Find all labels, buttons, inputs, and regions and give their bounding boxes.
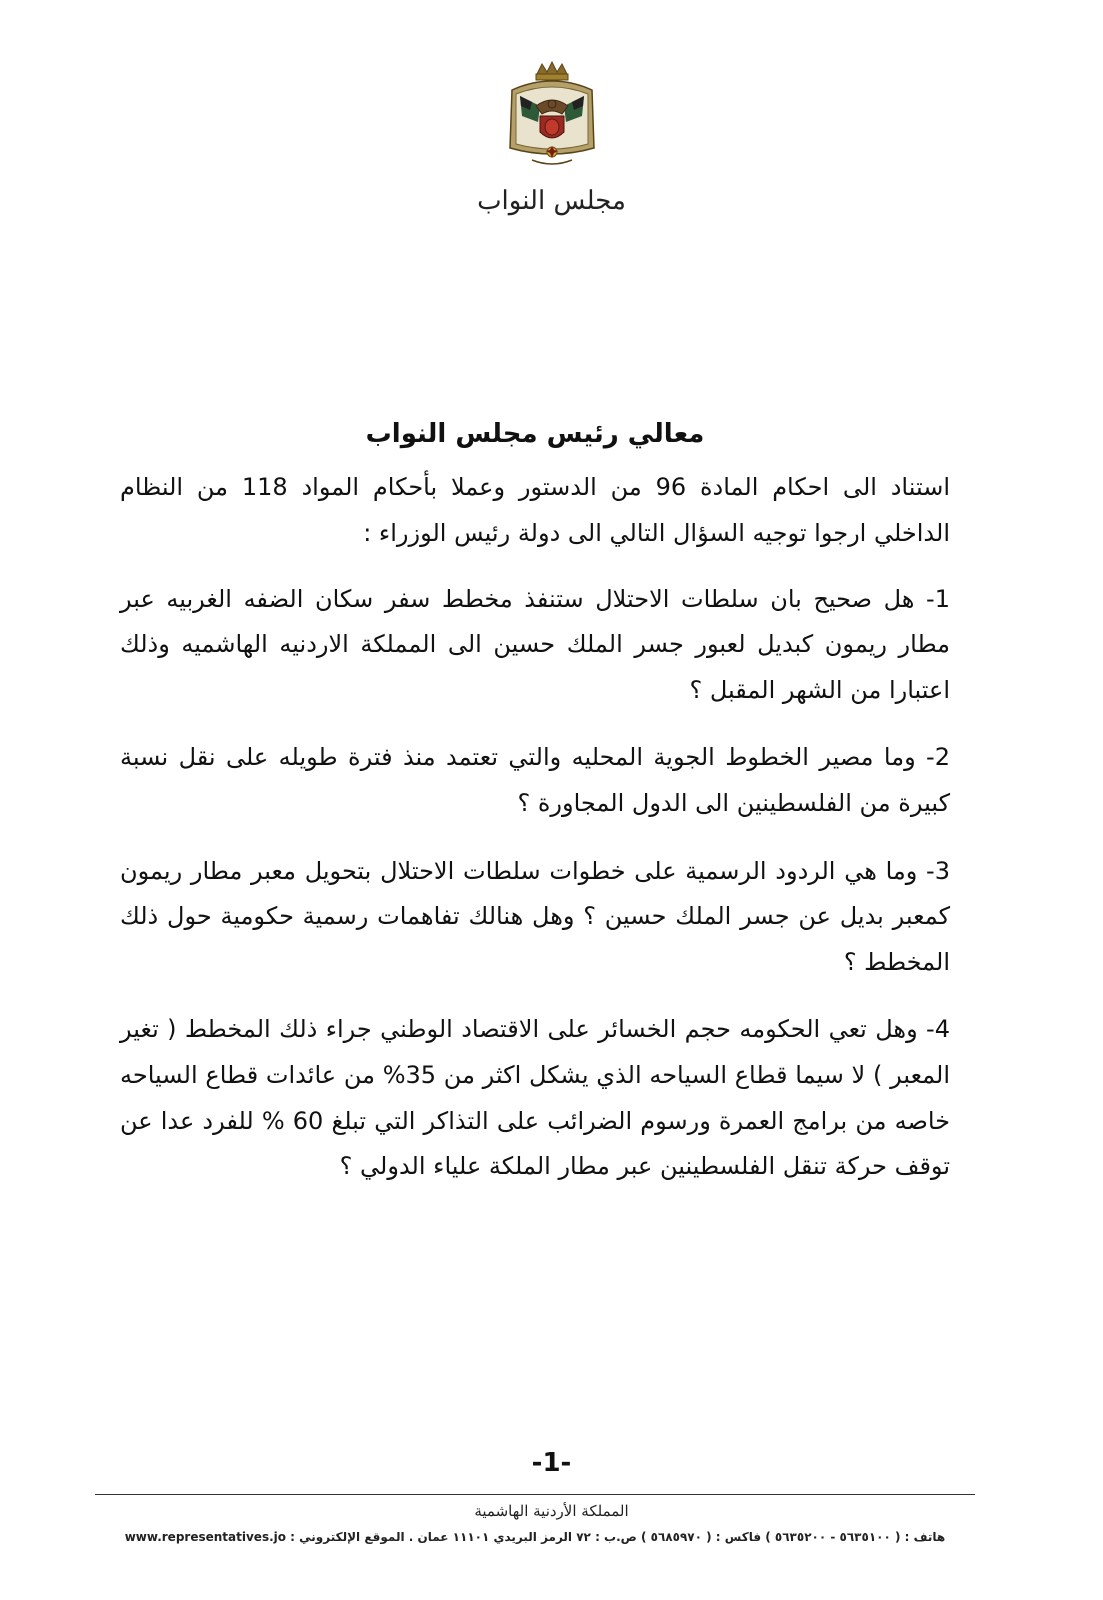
question-2: 2- وما مصير الخطوط الجوية المحليه والتي تعتمد منذ فترة طويله على نقل نسبة كبيرة من الفلسطينين الى الدول المجاورة ؟ <box>120 743 950 817</box>
question-4: 4- وهل تعي الحكومه حجم الخسائر على الاقتصاد الوطني جراء ذلك المخطط ( تغير المعبر ) لا سيما قطاع السياحه الذي يشكل اكثر من 35% من عائدات قطاع السياحه خاصه من برامج العمرة ورسوم الضرائب على التذاكر التي تبلغ 60 % للفرد عدا عن توقف حركة تنقل الفلسطينين عبر مطار الملكة علياء الدولي ؟ <box>120 1015 951 1181</box>
letterhead <box>0 60 1103 216</box>
footer-contact-line: هاتف : ( ٥٦٣٥١٠٠ - ٥٦٣٥٢٠٠ ) فاكس : ( ٥٦٨٥٩٧٠ ) ص.ب : ٧٢ الرمز البريدي ١١١٠١ عمان . الموقع الإلكتروني : www.representatives.jo <box>124 1530 946 1544</box>
letterhead-org-name: مجلس النواب <box>477 186 626 216</box>
letter-body <box>120 410 950 1212</box>
intro-paragraph: استناد الى احكام المادة 96 من الدستور وعملا بأحكام المواد 118 من النظام الداخلي ارجوا توجيه السؤال التالي الى دولة رئيس الوزراء : <box>120 473 950 547</box>
page-number: -1- <box>531 1448 572 1478</box>
salutation: معالي رئيس مجلس النواب <box>365 419 705 449</box>
question-3: 3- وما هي الردود الرسمية على خطوات سلطات الاحتلال بتحويل معبر مطار ريمون كمعبر بديل عن جسر الملك حسين ؟ وهل هنالك تفاهمات رسمية حكومية حول ذلك المخطط ؟ <box>120 856 950 976</box>
footer-divider <box>95 1494 975 1495</box>
question-1: 1- هل صحيح بان سلطات الاحتلال ستنفذ مخطط سفر سكان الضفه الغربيه عبر مطار ريمون كبديل لعبور جسر الملك حسين الى المملكة الاردنيه الهاشميه وذلك اعتبارا من الشهر المقبل ؟ <box>120 584 950 704</box>
footer-org-name: المملكة الأردنية الهاشمية <box>474 1502 629 1520</box>
jordan-coat-of-arms-icon <box>502 60 602 170</box>
